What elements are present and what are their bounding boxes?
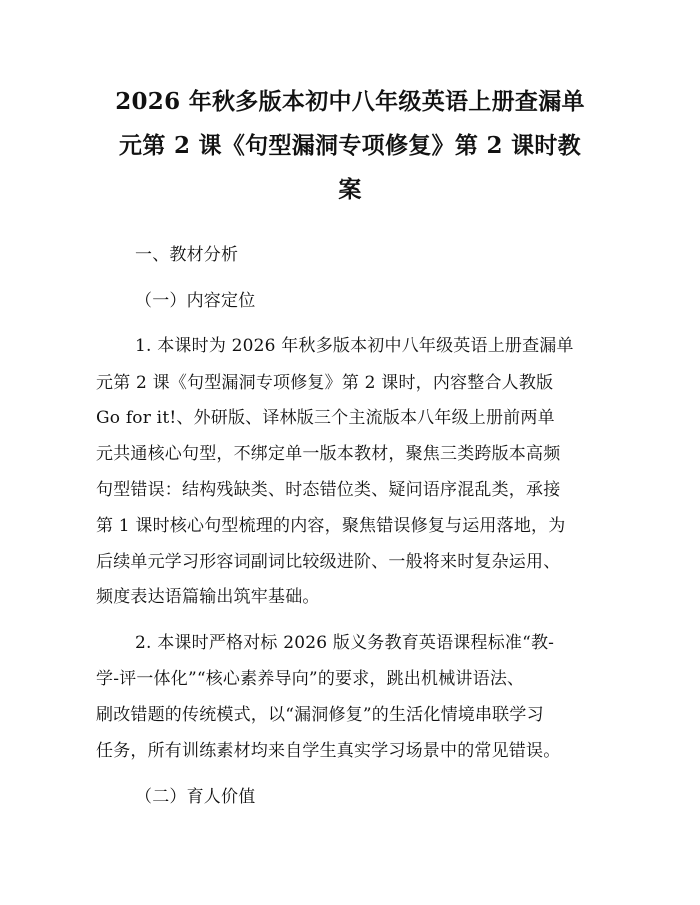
paragraph-line: Go for it!、外研版、译林版三个主流版本八年级上册前两单 (96, 408, 555, 428)
title-line: 元第 2 课《句型漏洞专项修复》第 2 课时教 (119, 132, 581, 159)
title-line: 案 (338, 176, 362, 203)
paragraph-line: 句型错误：结构残缺类、时态错位类、疑问语序混乱类，承接 (96, 480, 561, 500)
paragraph-line: 学-评一体化”“核心素养导向”的要求，跳出机械讲语法、 (96, 669, 525, 689)
paragraph-line: 1. 本课时为 2026 年秋多版本初中八年级英语上册查漏单 (135, 336, 574, 356)
paragraph-line: 刷改错题的传统模式，以“漏洞修复”的生活化情境串联学习 (96, 705, 544, 725)
paragraph-line: 频度表达语篇输出筑牢基础。 (96, 587, 320, 607)
subsection-heading-educational-value: （二）育人价值 (135, 787, 256, 807)
document-title (95, 80, 605, 212)
paragraph-line: 2. 本课时严格对标 2026 版义务教育英语课程标准“教- (135, 633, 555, 653)
paragraph-line: 元第 2 课《句型漏洞专项修复》第 2 课时，内容整合人教版 (96, 373, 554, 393)
paragraph-line: 元共通核心句型，不绑定单一版本教材，聚焦三类跨版本高频 (96, 444, 561, 464)
paragraph-line: 第 1 课时核心句型梳理的内容，聚焦错误修复与运用落地，为 (96, 516, 566, 536)
subsection-heading-content-positioning: （一）内容定位 (135, 291, 256, 311)
title-line: 2026 年秋多版本初中八年级英语上册查漏单 (115, 88, 585, 115)
paragraph-line: 任务，所有训练素材均来自学生真实学习场景中的常见错误。 (96, 741, 561, 761)
paragraph-line: 后续单元学习形容词副词比较级进阶、一般将来时复杂运用、 (96, 552, 561, 572)
section-heading-textbook-analysis: 一、教材分析 (135, 245, 239, 265)
